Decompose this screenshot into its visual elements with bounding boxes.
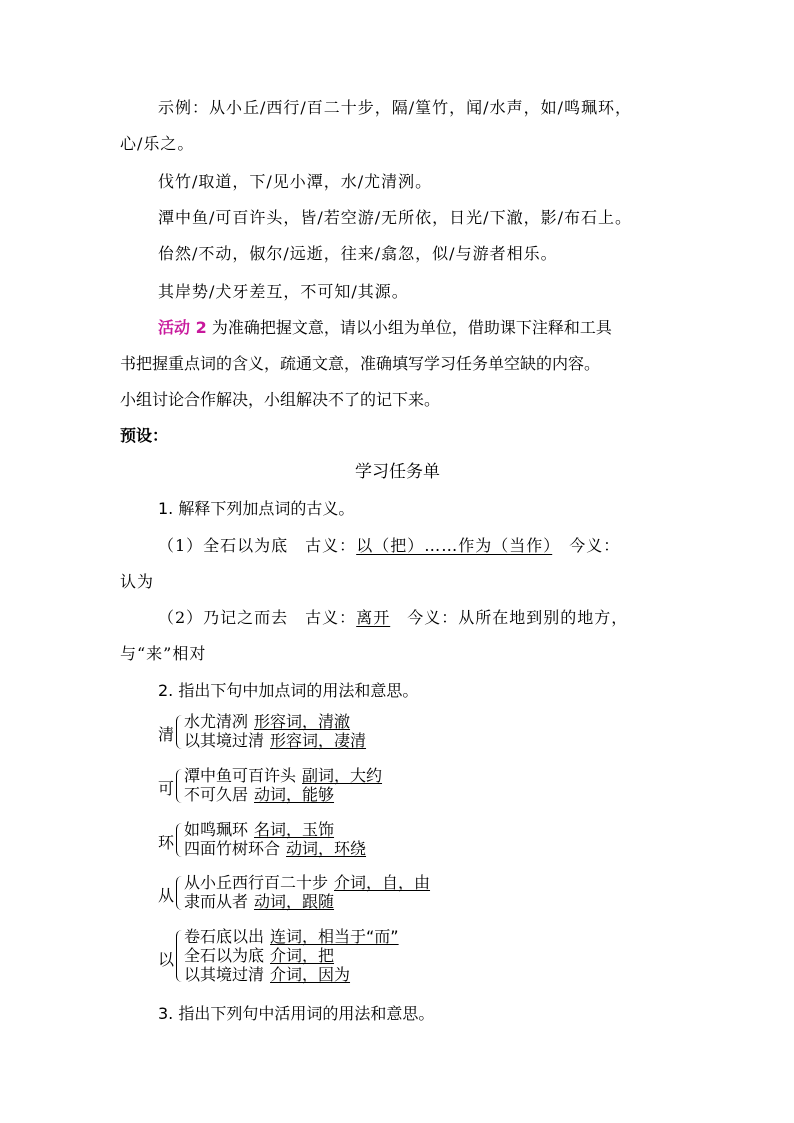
activity-line-3: 小组讨论合作解决，小组解决不了的记下来。	[120, 390, 441, 409]
group-row: 以其境过清 介词，因为	[184, 965, 351, 984]
brace-mark	[176, 876, 182, 910]
example-line-2: 心/乐之。	[120, 134, 195, 153]
q1-b-cont: 与“来”相对	[120, 644, 207, 663]
group-row: 不可久居 动词，能够	[184, 785, 335, 804]
task-title: 学习任务单	[355, 462, 440, 482]
q1-b-line: （2）乃记之而去 古义：离开 今义：从所在地到别的地方，	[158, 608, 629, 627]
example-line-1: 示例：从小丘/西行/百二十步，隔/篁竹，闻/水声，如/鸣珮环，	[158, 98, 632, 117]
group-char: 可	[158, 779, 175, 798]
q1-a-cont: 认为	[120, 572, 155, 591]
group-row: 四面竹树环合 动词，环绕	[184, 839, 367, 858]
group-row: 卷石底以出 连词，相当于“而”	[184, 927, 399, 946]
brace-mark	[176, 930, 182, 982]
activity-line-1: 活动 2 为准确把握文意，请以小组为单位，借助课下注释和工具	[158, 318, 612, 337]
group-row: 水尤清冽 形容词，清澈	[184, 712, 351, 731]
q1-stem: 1. 解释下列加点词的古义。	[158, 499, 355, 518]
activity-label: 活动 2	[158, 318, 207, 337]
q1-a-line: （1）全石以为底 古义：以（把）……作为（当作） 今义：	[158, 536, 621, 555]
group-row: 全石以为底 介词，把	[184, 946, 335, 965]
group-row: 以其境过清 形容词，凄清	[184, 731, 367, 750]
group-char: 环	[158, 833, 175, 852]
brace-mark	[176, 715, 182, 749]
example-line-6: 其岸势/犬牙差互，不可知/其源。	[158, 282, 409, 301]
preset-label: 预设：	[120, 426, 169, 445]
group-row: 潭中鱼可百许头 副词，大约	[184, 766, 383, 785]
group-row: 如鸣珮环 名词，玉饰	[184, 820, 335, 839]
example-line-4: 潭中鱼/可百许头，皆/若空游/无所依，日光/下澈，影/布石上。	[158, 208, 632, 227]
brace-mark	[176, 769, 182, 803]
example-line-3: 伐竹/取道，下/见小潭，水/尤清洌。	[158, 172, 433, 191]
group-char: 以	[158, 950, 175, 969]
q1-b-answer: 离开	[356, 608, 391, 627]
brace-mark	[176, 823, 182, 857]
group-char: 从	[158, 886, 175, 905]
activity-line-2: 书把握重点词的含义，疏通文意，准确填写学习任务单空缺的内容。	[120, 354, 601, 373]
q2-stem: 2. 指出下句中加点词的用法和意思。	[158, 681, 419, 700]
group-row: 从小丘西行百二十步 介词，自，由	[184, 873, 431, 892]
q3-stem: 3. 指出下列句中活用词的用法和意思。	[158, 1004, 435, 1023]
q1-a-answer: 以（把）……作为（当作）	[356, 536, 553, 555]
group-row: 隶而从者 动词，跟随	[184, 892, 335, 911]
example-line-5: 佁然/不动，俶尔/远逝，往来/翕忽，似/与游者相乐。	[158, 244, 558, 263]
group-char: 清	[158, 725, 175, 744]
